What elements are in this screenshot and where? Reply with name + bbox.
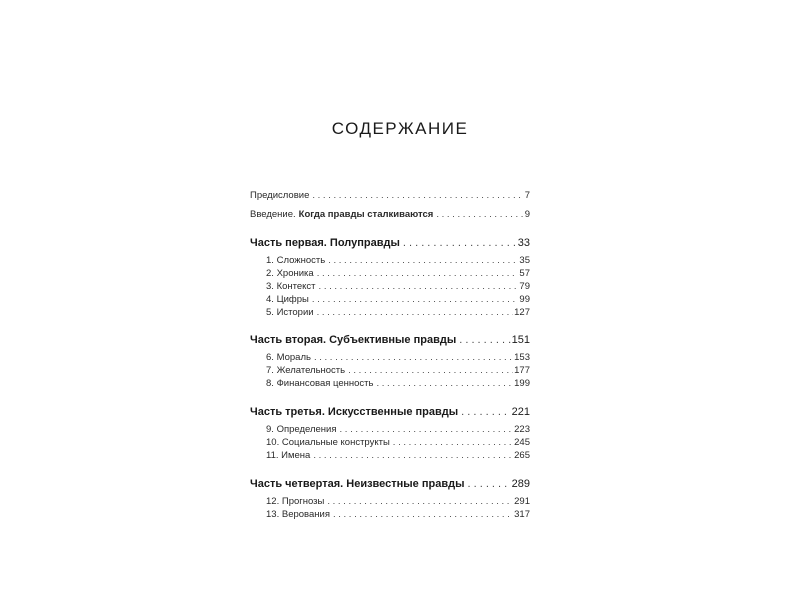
chapter-number: 2.	[266, 268, 274, 279]
toc-chapter-1[interactable]	[266, 255, 530, 267]
dot-leader	[461, 405, 511, 419]
dot-leader	[467, 477, 510, 491]
toc-part-4[interactable]	[250, 477, 530, 491]
toc-part-3[interactable]	[250, 405, 530, 419]
dot-leader	[333, 509, 513, 521]
chapter-number: 11.	[266, 450, 279, 461]
toc-chapter-9[interactable]	[266, 424, 530, 436]
dot-leader	[436, 209, 523, 221]
chapter-number: 5.	[266, 307, 274, 318]
chapter-number: 8.	[266, 378, 274, 389]
toc-page-number: 291	[514, 496, 530, 507]
chapter-label: Верования	[281, 509, 330, 520]
chapter-label: Контекст	[276, 281, 316, 292]
chapter-number: 3.	[266, 281, 274, 292]
chapter-label: Хроника	[276, 268, 314, 279]
toc-page-number: 177	[514, 365, 530, 376]
toc-page-number: 317	[514, 509, 530, 520]
dot-leader	[317, 307, 514, 319]
chapter-label: Истории	[276, 307, 314, 318]
toc-part-label: Часть первая. Полуправды	[250, 237, 400, 249]
toc-entry-label: Предисловие	[250, 190, 310, 201]
dot-leader	[319, 281, 519, 293]
chapter-label: Прогнозы	[281, 496, 325, 507]
dot-leader	[459, 333, 510, 347]
toc-page-number: 221	[511, 406, 530, 418]
toc-page-number: 57	[519, 268, 530, 279]
chapter-number: 13.	[266, 509, 280, 520]
toc-chapter-5[interactable]	[266, 307, 530, 319]
toc-entry-subtitle: Когда правды сталкиваются	[298, 209, 434, 220]
toc-page-number: 245	[514, 437, 530, 448]
toc-chapter-13[interactable]	[266, 509, 530, 521]
toc-page-number: 265	[514, 450, 530, 461]
toc-page-number: 35	[519, 255, 530, 266]
toc-chapter-10[interactable]	[266, 437, 530, 449]
chapter-number: 7.	[266, 365, 274, 376]
chapter-number: 4.	[266, 294, 274, 305]
toc-chapter-2[interactable]	[266, 268, 530, 280]
dot-leader	[393, 437, 513, 449]
dot-leader	[340, 424, 514, 436]
dot-leader	[313, 450, 513, 462]
chapter-number: 9.	[266, 424, 274, 435]
dot-leader	[312, 294, 519, 306]
dot-leader	[317, 268, 519, 280]
toc-entry-label: Введение.	[250, 209, 296, 220]
dot-leader	[348, 365, 513, 377]
toc-part-1[interactable]	[250, 236, 530, 250]
toc-page-number: 289	[511, 478, 530, 490]
toc-page-number: 223	[514, 424, 530, 435]
page-title: СОДЕРЖАНИЕ	[331, 119, 469, 138]
toc-page-number: 33	[517, 237, 530, 249]
chapter-label: Сложность	[276, 255, 326, 266]
dot-leader	[376, 378, 513, 390]
toc-page-number: 153	[514, 352, 530, 363]
dot-leader	[328, 255, 518, 267]
chapter-label: Финансовая ценность	[276, 378, 374, 389]
toc-chapter-12[interactable]	[266, 496, 530, 508]
chapter-number: 1.	[266, 255, 274, 266]
chapter-label: Имена	[281, 450, 311, 461]
chapter-number: 12.	[266, 496, 280, 507]
toc-page-number: 9	[524, 209, 530, 220]
toc-chapter-6[interactable]	[266, 352, 530, 364]
toc-part-label: Часть четвертая. Неизвестные правды	[250, 478, 465, 490]
dot-leader	[312, 190, 523, 202]
toc-chapter-8[interactable]	[266, 378, 530, 390]
toc-entry-preface[interactable]	[250, 190, 530, 202]
chapter-label: Цифры	[276, 294, 309, 305]
toc-chapter-4[interactable]	[266, 294, 530, 306]
dot-leader	[403, 236, 517, 250]
chapter-number: 6.	[266, 352, 274, 363]
dot-leader	[327, 496, 513, 508]
toc-page-number: 79	[519, 281, 530, 292]
toc-page-number: 199	[514, 378, 530, 389]
toc-part-label: Часть третья. Искусственные правды	[250, 406, 459, 418]
chapter-label: Мораль	[276, 352, 311, 363]
toc-page-number: 7	[524, 190, 530, 201]
chapter-label: Социальные конструкты	[281, 437, 390, 448]
toc-chapter-3[interactable]	[266, 281, 530, 293]
toc-part-2[interactable]	[250, 333, 530, 347]
toc-page-number: 151	[511, 334, 530, 346]
dot-leader	[314, 352, 513, 364]
toc-chapter-7[interactable]	[266, 365, 530, 377]
chapter-label: Определения	[276, 424, 337, 435]
toc-entry-intro[interactable]	[250, 209, 530, 221]
toc-page-number: 99	[519, 294, 530, 305]
chapter-number: 10.	[266, 437, 280, 448]
toc-part-label: Часть вторая. Субъективные правды	[250, 334, 457, 346]
toc-page-number: 127	[514, 307, 530, 318]
toc-chapter-11[interactable]	[266, 450, 530, 462]
chapter-label: Желательность	[276, 365, 346, 376]
